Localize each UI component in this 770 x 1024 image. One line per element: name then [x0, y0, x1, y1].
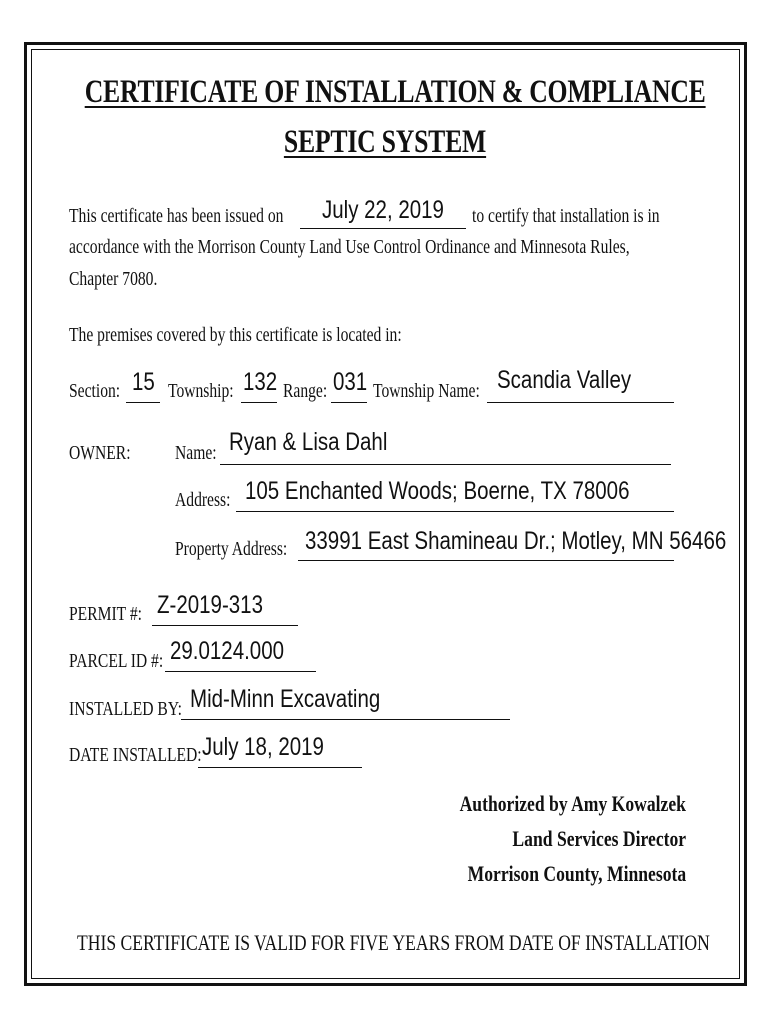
section-value: 15 [132, 368, 155, 396]
township-name-value: Scandia Valley [497, 366, 632, 394]
range-value: 031 [333, 368, 368, 396]
intro-text-part1: This certificate has been issued on [69, 205, 284, 227]
owner-name-label: Name: [175, 442, 217, 464]
issue-date-value: July 22, 2019 [322, 196, 444, 224]
validity-notice: THIS CERTIFICATE IS VALID FOR FIVE YEARS FROM DATE OF INSTALLATION [77, 930, 710, 955]
township-value: 132 [243, 368, 278, 396]
authorizer-title: Land Services Director [512, 826, 686, 851]
authorized-by: Authorized by Amy Kowalzek [459, 791, 686, 816]
parcel-value: 29.0124.000 [170, 637, 285, 665]
property-address-label: Property Address: [175, 538, 288, 560]
property-address-value: 33991 East Shamineau Dr.; Motley, MN 56466 [305, 527, 727, 555]
intro-text-line3: Chapter 7080. [69, 268, 158, 290]
permit-value: Z-2019-313 [157, 591, 263, 619]
date-installed-value: July 18, 2019 [202, 733, 324, 761]
owner-address-label: Address: [175, 489, 231, 511]
range-label: Range: [283, 380, 328, 402]
intro-text-line2: accordance with the Morrison County Land Use Control Ordinance and Minnesota Rules, [69, 236, 630, 258]
certificate-subtitle: SEPTIC SYSTEM [283, 124, 487, 160]
authorizer-county: Morrison County, Minnesota [467, 861, 686, 886]
premises-label: The premises covered by this certificate is located in: [69, 324, 402, 346]
date-installed-label: DATE INSTALLED: [69, 744, 202, 766]
permit-label: PERMIT #: [69, 603, 142, 625]
installer-label: INSTALLED BY: [69, 698, 183, 720]
certificate-title: CERTIFICATE OF INSTALLATION & COMPLIANCE [84, 74, 706, 110]
section-label: Section: [69, 380, 121, 402]
parcel-label: PARCEL ID #: [69, 650, 164, 672]
owner-label: OWNER: [69, 442, 131, 464]
intro-text-part2: to certify that installation is in [472, 205, 660, 227]
township-name-label: Township Name: [373, 380, 480, 402]
owner-name-value: Ryan & Lisa Dahl [229, 428, 388, 456]
installer-value: Mid-Minn Excavating [190, 685, 381, 713]
township-label: Township: [168, 380, 234, 402]
owner-address-value: 105 Enchanted Woods; Boerne, TX 78006 [245, 477, 630, 505]
